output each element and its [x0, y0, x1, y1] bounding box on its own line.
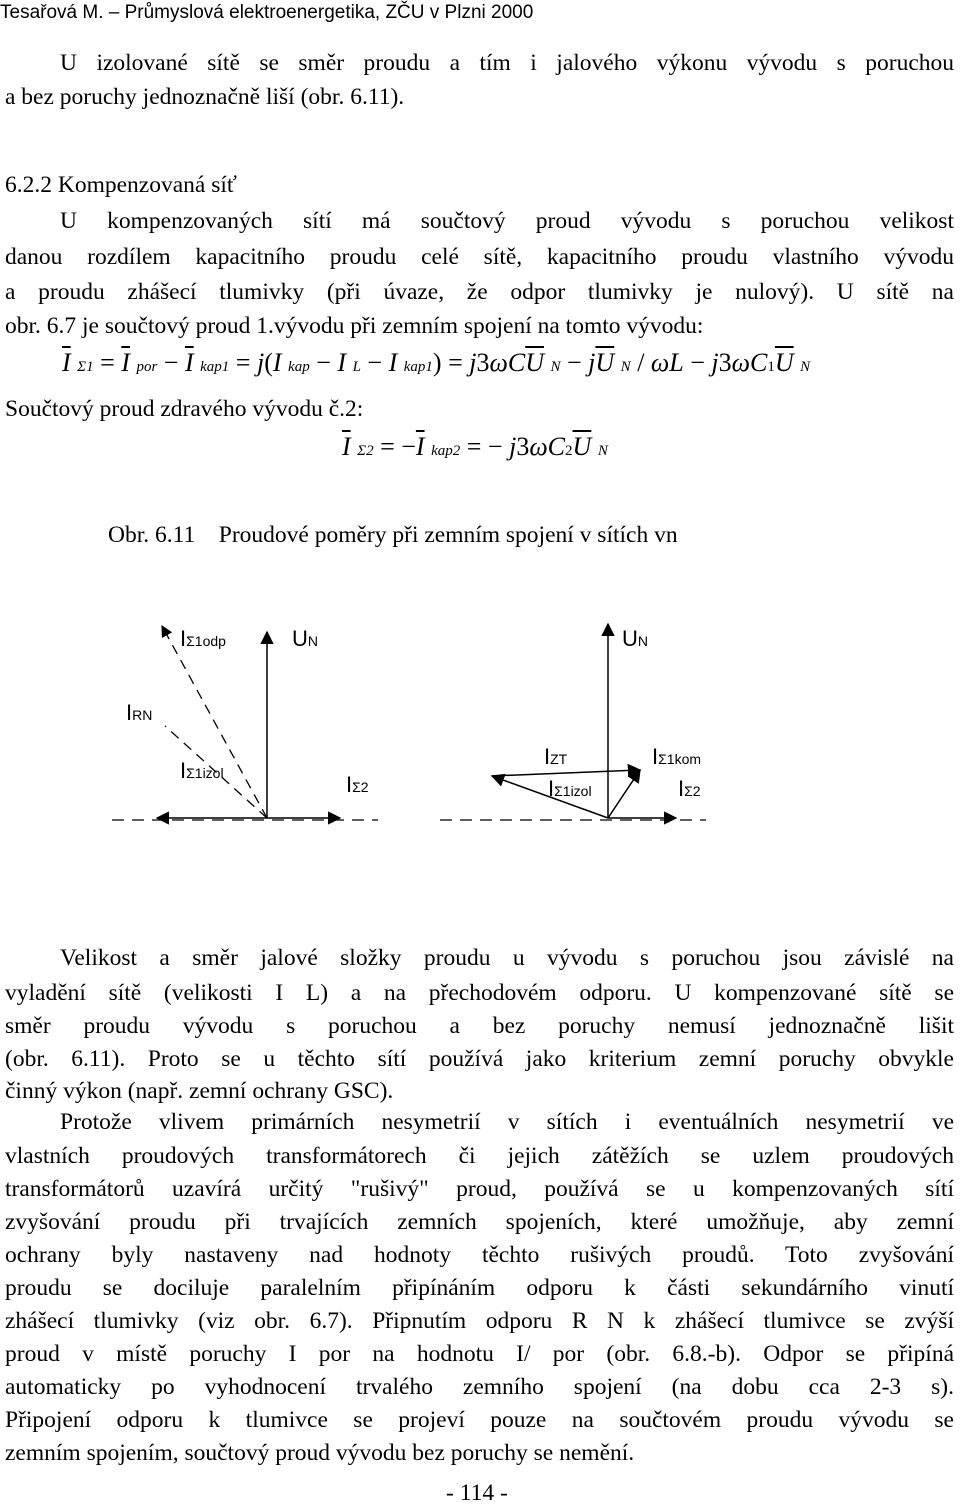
label-left-isum1izol: IΣ1izol [180, 758, 224, 783]
para2-line-3: směr proudu vývodu s poruchou a bez poruchy nemusí jednoznačně lišit [5, 1013, 954, 1039]
equation-2: $\overline{I}$ $\Sigma 2 = -\overline{I}$ kap2 = − $j3\omega C2\overline{U}$ N [342, 432, 608, 461]
para3-line-6: proudu se dociluje paralelním připínáním odporu k části sekundárního vinutí [5, 1275, 954, 1301]
para3-line-10: Připojení odporu k tlumivce se projeví pouze na součtovém proudu vývodu se [5, 1407, 954, 1433]
para2-line-2: vyladění sítě (velikosti I L) a na přechodovém odporu. U kompenzované sítě se [5, 980, 954, 1006]
page-number: - 114 - [446, 1480, 508, 1506]
para3-line-8: proud v místě poruchy I por na hodnotu I/ por (obr. 6.8.-b). Odpor se připíná [5, 1341, 954, 1367]
para3-line-3: transformátorů uzavírá určitý "rušivý" proud, používá se u kompenzovaných sítí [5, 1176, 954, 1202]
para3-line-7: zhášecí tlumivky (viz obr. 6.7). Připnutím odporu R N k zhášecí tlumivce se zvýší [5, 1308, 954, 1334]
section-heading: 6.2.2 Kompenzovaná síť [5, 172, 237, 198]
intro-line-1: U izolované sítě se směr proudu a tím i jalového výkonu vývodu s poruchou [60, 50, 954, 76]
para3-line-11: zemním spojením, součtový proud vývodu bez poruchy se nemění. [5, 1440, 635, 1466]
para3-line-1: Protože vlivem primárních nesymetrií v sítích i eventuálních nesymetrií ve [60, 1109, 954, 1135]
para3-line-2: vlastních proudových transformátorech či jejich zátěžích se uzlem proudových [5, 1143, 954, 1169]
para1-line-3: a proudu zhášecí tlumivky (při úvaze, že odpor tlumivky je nulový). U sítě na [5, 279, 954, 305]
label-irn: IRN [126, 700, 153, 725]
label-left-un: UN [292, 626, 319, 651]
para1-line-1: U kompenzovaných sítí má součtový proud vývodu s poruchou velikost [60, 208, 954, 234]
label-isum1kom: IΣ1kom [652, 744, 702, 769]
right-isum1kom-arrow [608, 770, 640, 818]
left-isum1odp-arrow [162, 626, 267, 818]
para3-line-9: automaticky po vyhodnocení trvalého zemního spojení (na dobu cca 2-3 s). [5, 1374, 954, 1400]
intro-line-2: a bez poruchy jednoznačně liší (obr. 6.11). [5, 84, 405, 110]
healthy-feeder-label: Součtový proud zdravého vývodu č.2: [5, 396, 364, 422]
para2-line-1: Velikost a směr jalové složky proudu u vývodu s poruchou jsou závislé na [60, 945, 954, 971]
para2-line-5: činný výkon (např. zemní ochrany GSC). [5, 1078, 394, 1104]
para3-line-4: zvyšování proudu při trvajících zemních spojeních, které umožňuje, aby zemní [5, 1209, 954, 1235]
page-header: Tesařová M. – Průmyslová elektroenergetika, ZČU v Plzni 2000 [0, 2, 534, 23]
para1-line-2: danou rozdílem kapacitního proudu celé sítě, kapacitního proudu vlastního vývodu [5, 244, 954, 270]
figure-caption: Obr. 6.11 Proudové poměry při zemním spojení v sítích vn [108, 522, 678, 548]
label-isum1odp: IΣ1odp [180, 626, 226, 651]
label-right-un: UN [622, 626, 649, 651]
label-left-isum2: IΣ2 [346, 772, 369, 797]
equation-1: $\overline{I}$ $\Sigma 1 = \overline{I}$ por − $\overline{I}$ kap1 = j(I kap − I L − I $kap1) = j3\omega C\overline{U}$ $N - j\overline{U}$ $N / \omega L - j3\omega C1\overline{U}$ N [62, 348, 811, 377]
label-right-isum2: IΣ2 [678, 776, 701, 801]
para3-line-5: ochrany byly nastaveny nad hodnoty těchto rušivých proudů. Toto zvyšování [5, 1242, 954, 1268]
para2-line-4: (obr. 6.11). Proto se u těchto sítí používá jako kriterium zemní poruchy obvykle [5, 1046, 954, 1072]
para1-line-4: obr. 6.7 je součtový proud 1.vývodu při zemním spojení na tomto vývodu: [5, 313, 704, 339]
label-izt: IZT [544, 744, 568, 769]
label-right-isum1izol: IΣ1izol [548, 776, 592, 801]
